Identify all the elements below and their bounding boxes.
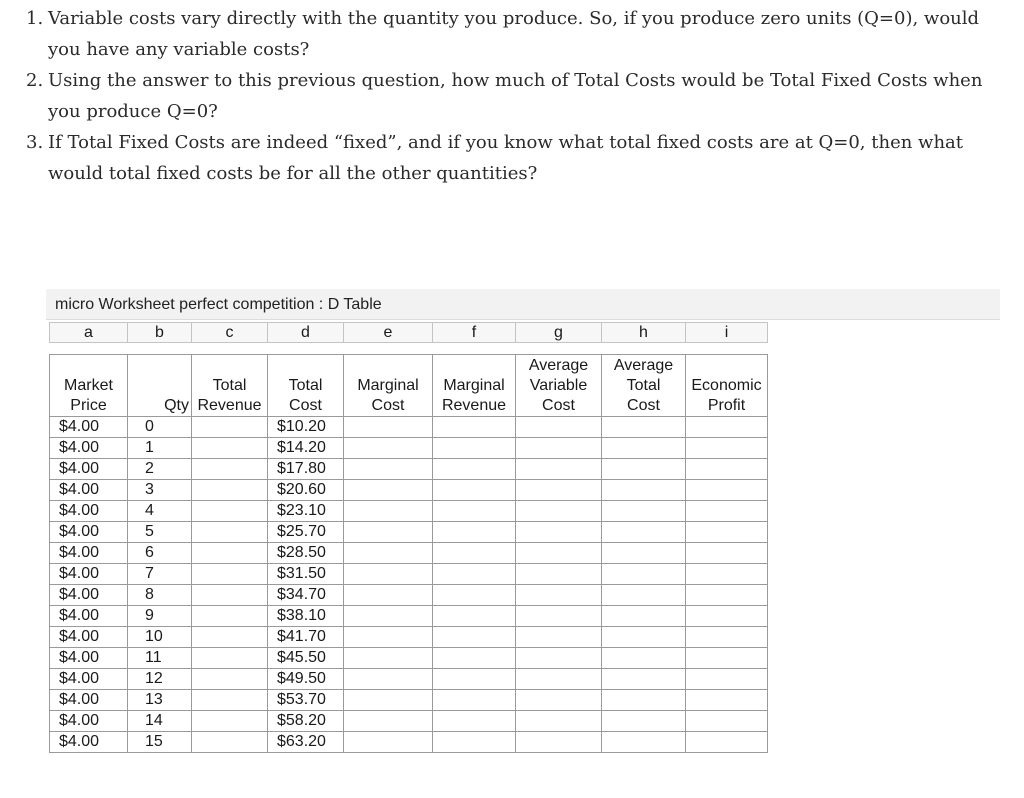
profit-cell[interactable] (686, 585, 768, 606)
avc-cell[interactable] (516, 669, 602, 690)
atc-cell[interactable] (602, 648, 686, 669)
price-cell[interactable]: $4.00 (50, 711, 128, 732)
profit-cell[interactable] (686, 564, 768, 585)
question-number: 2. (26, 70, 44, 91)
marginal-revenue-cell[interactable] (433, 585, 516, 606)
avc-cell[interactable] (516, 522, 602, 543)
avc-cell[interactable] (516, 690, 602, 711)
table-row (50, 417, 768, 438)
column-letter-d[interactable]: d (268, 323, 344, 343)
price-cell[interactable]: $4.00 (50, 648, 128, 669)
profit-cell[interactable] (686, 732, 768, 753)
marginal-revenue-cell[interactable] (433, 711, 516, 732)
price-cell[interactable]: $4.00 (50, 438, 128, 459)
marginal-cost-cell[interactable] (344, 543, 433, 564)
table-row (50, 459, 768, 480)
header-text: Total (626, 377, 661, 394)
header-cell[interactable] (344, 355, 433, 417)
marginal-revenue-cell[interactable] (433, 648, 516, 669)
avc-cell[interactable] (516, 564, 602, 585)
atc-cell[interactable] (602, 711, 686, 732)
total-revenue-cell[interactable] (192, 501, 268, 522)
profit-cell[interactable] (686, 543, 768, 564)
header-text: Cost (289, 397, 322, 414)
atc-cell[interactable] (602, 606, 686, 627)
avc-cell[interactable] (516, 417, 602, 438)
atc-cell[interactable] (602, 732, 686, 753)
avc-cell[interactable] (516, 606, 602, 627)
total-cost-cell[interactable]: $49.50 (268, 669, 344, 690)
atc-cell[interactable] (602, 690, 686, 711)
price-cell[interactable]: $4.00 (50, 522, 128, 543)
table-row (50, 648, 768, 669)
marginal-cost-cell[interactable] (344, 480, 433, 501)
worksheet-table (49, 322, 768, 753)
header-text: Price (70, 397, 107, 414)
price-cell[interactable]: $4.00 (50, 606, 128, 627)
header-cell[interactable] (50, 355, 128, 417)
avc-cell[interactable] (516, 501, 602, 522)
qty-cell[interactable]: 0 (128, 417, 192, 438)
qty-cell[interactable]: 4 (128, 501, 192, 522)
spacer-cell (50, 343, 128, 355)
profit-cell[interactable] (686, 438, 768, 459)
column-letter-f[interactable]: f (433, 323, 516, 343)
total-cost-cell[interactable]: $58.20 (268, 711, 344, 732)
question-list (26, 3, 1006, 189)
marginal-revenue-cell[interactable] (433, 543, 516, 564)
profit-cell[interactable] (686, 480, 768, 501)
atc-cell[interactable] (602, 480, 686, 501)
header-text: Total (212, 377, 247, 394)
profit-cell[interactable] (686, 606, 768, 627)
table-row (50, 585, 768, 606)
qty-cell[interactable]: 8 (128, 585, 192, 606)
qty-cell[interactable]: 6 (128, 543, 192, 564)
spacer-row (50, 343, 768, 355)
total-revenue-cell[interactable] (192, 606, 268, 627)
column-letter-c[interactable]: c (192, 323, 268, 343)
marginal-cost-cell[interactable] (344, 522, 433, 543)
total-revenue-cell[interactable] (192, 543, 268, 564)
marginal-cost-cell[interactable] (344, 606, 433, 627)
total-cost-cell[interactable]: $20.60 (268, 480, 344, 501)
price-cell[interactable]: $4.00 (50, 501, 128, 522)
avc-cell[interactable] (516, 480, 602, 501)
total-cost-cell[interactable]: $53.70 (268, 690, 344, 711)
marginal-cost-cell[interactable] (344, 732, 433, 753)
total-revenue-cell[interactable] (192, 711, 268, 732)
total-revenue-cell[interactable] (192, 459, 268, 480)
profit-cell[interactable] (686, 690, 768, 711)
table-row (50, 690, 768, 711)
total-cost-cell[interactable]: $23.10 (268, 501, 344, 522)
avc-cell[interactable] (516, 627, 602, 648)
total-cost-cell[interactable]: $10.20 (268, 417, 344, 438)
atc-cell[interactable] (602, 438, 686, 459)
table-row (50, 438, 768, 459)
price-cell[interactable]: $4.00 (50, 690, 128, 711)
total-revenue-cell[interactable] (192, 669, 268, 690)
marginal-revenue-cell[interactable] (433, 669, 516, 690)
table-row (50, 501, 768, 522)
qty-cell[interactable]: 12 (128, 669, 192, 690)
table-row (50, 627, 768, 648)
avc-cell[interactable] (516, 585, 602, 606)
question-number: 1. (26, 8, 44, 29)
header-cell[interactable] (433, 355, 516, 417)
marginal-revenue-cell[interactable] (433, 690, 516, 711)
qty-cell[interactable]: 10 (128, 627, 192, 648)
marginal-revenue-cell[interactable] (433, 522, 516, 543)
total-revenue-cell[interactable] (192, 627, 268, 648)
table-row (50, 480, 768, 501)
atc-cell[interactable] (602, 543, 686, 564)
total-revenue-cell[interactable] (192, 417, 268, 438)
qty-cell[interactable]: 15 (128, 732, 192, 753)
price-cell[interactable]: $4.00 (50, 480, 128, 501)
total-cost-cell[interactable]: $38.10 (268, 606, 344, 627)
header-cell[interactable] (268, 355, 344, 417)
column-letter-i[interactable]: i (686, 323, 768, 343)
marginal-cost-cell[interactable] (344, 690, 433, 711)
total-revenue-cell[interactable] (192, 480, 268, 501)
qty-cell[interactable]: 5 (128, 522, 192, 543)
total-revenue-cell[interactable] (192, 438, 268, 459)
profit-cell[interactable] (686, 459, 768, 480)
table-row (50, 564, 768, 585)
header-text: Marginal (357, 377, 419, 394)
spacer-cell (433, 343, 516, 355)
header-text: Total (288, 377, 323, 394)
header-cell[interactable] (602, 355, 686, 417)
column-letter-a[interactable]: a (50, 323, 128, 343)
qty-cell[interactable]: 9 (128, 606, 192, 627)
header-text: Market (64, 377, 113, 394)
table-row (50, 711, 768, 732)
total-cost-cell[interactable]: $63.20 (268, 732, 344, 753)
avc-cell[interactable] (516, 438, 602, 459)
header-text: Cost (627, 397, 660, 414)
marginal-revenue-cell[interactable] (433, 606, 516, 627)
header-text: Economic (691, 377, 762, 394)
marginal-cost-cell[interactable] (344, 564, 433, 585)
price-cell[interactable]: $4.00 (50, 732, 128, 753)
atc-cell[interactable] (602, 585, 686, 606)
qty-cell[interactable]: 14 (128, 711, 192, 732)
marginal-revenue-cell[interactable] (433, 438, 516, 459)
total-cost-cell[interactable]: $25.70 (268, 522, 344, 543)
spacer-cell (344, 343, 433, 355)
total-revenue-cell[interactable] (192, 732, 268, 753)
atc-cell[interactable] (602, 627, 686, 648)
header-cell[interactable] (192, 355, 268, 417)
price-cell[interactable]: $4.00 (50, 564, 128, 585)
table-row (50, 669, 768, 690)
marginal-revenue-cell[interactable] (433, 459, 516, 480)
atc-cell[interactable] (602, 522, 686, 543)
avc-cell[interactable] (516, 648, 602, 669)
total-cost-cell[interactable]: $17.80 (268, 459, 344, 480)
avc-cell[interactable] (516, 459, 602, 480)
marginal-revenue-cell[interactable] (433, 627, 516, 648)
header-text: Average (528, 357, 589, 374)
total-cost-cell[interactable]: $41.70 (268, 627, 344, 648)
question-number: 3. (26, 132, 44, 153)
column-letter-row (50, 323, 768, 343)
marginal-cost-cell[interactable] (344, 459, 433, 480)
question-text: Using the answer to this previous question, how much of Total Costs would be Total Fixed Costs when you produce Q=0? (48, 70, 983, 122)
spacer-cell (602, 343, 686, 355)
profit-cell[interactable] (686, 501, 768, 522)
profit-cell[interactable] (686, 648, 768, 669)
total-revenue-cell[interactable] (192, 522, 268, 543)
header-text: Revenue (441, 397, 507, 414)
header-text: Average (613, 357, 674, 374)
atc-cell[interactable] (602, 417, 686, 438)
atc-cell[interactable] (602, 564, 686, 585)
avc-cell[interactable] (516, 732, 602, 753)
marginal-cost-cell[interactable] (344, 669, 433, 690)
price-cell[interactable]: $4.00 (50, 585, 128, 606)
sheet-title: micro Worksheet perfect competition : D Table (46, 289, 1000, 320)
total-cost-cell[interactable]: $34.70 (268, 585, 344, 606)
spacer-cell (268, 343, 344, 355)
price-cell[interactable]: $4.00 (50, 459, 128, 480)
qty-cell[interactable]: 2 (128, 459, 192, 480)
price-cell[interactable]: $4.00 (50, 627, 128, 648)
qty-cell[interactable]: 11 (128, 648, 192, 669)
header-text: Marginal (443, 377, 505, 394)
question-3 (26, 127, 1006, 189)
table-row (50, 732, 768, 753)
profit-cell[interactable] (686, 711, 768, 732)
marginal-cost-cell[interactable] (344, 501, 433, 522)
marginal-revenue-cell[interactable] (433, 501, 516, 522)
atc-cell[interactable] (602, 501, 686, 522)
header-text: Cost (542, 397, 575, 414)
spacer-cell (192, 343, 268, 355)
question-1 (26, 3, 1006, 65)
question-text: Variable costs vary directly with the quantity you produce. So, if you produce zero units (Q=0), would you have any variable costs? (48, 8, 980, 60)
marginal-revenue-cell[interactable] (433, 480, 516, 501)
spacer-cell (686, 343, 768, 355)
avc-cell[interactable] (516, 711, 602, 732)
total-revenue-cell[interactable] (192, 585, 268, 606)
column-letter-g[interactable]: g (516, 323, 602, 343)
atc-cell[interactable] (602, 459, 686, 480)
qty-cell[interactable]: 1 (128, 438, 192, 459)
question-text: If Total Fixed Costs are indeed “fixed”, and if you know what total fixed costs are at Q=0, then what would total fixed costs be for all the other quantities? (48, 132, 964, 184)
total-cost-cell[interactable]: $31.50 (268, 564, 344, 585)
marginal-revenue-cell[interactable] (433, 732, 516, 753)
marginal-cost-cell[interactable] (344, 648, 433, 669)
qty-cell[interactable]: 3 (128, 480, 192, 501)
marginal-cost-cell[interactable] (344, 417, 433, 438)
column-letter-h[interactable]: h (602, 323, 686, 343)
price-cell[interactable]: $4.00 (50, 417, 128, 438)
qty-cell[interactable]: 13 (128, 690, 192, 711)
price-cell[interactable]: $4.00 (50, 543, 128, 564)
question-2 (26, 65, 1006, 127)
header-text: Variable (529, 377, 588, 394)
marginal-cost-cell[interactable] (344, 711, 433, 732)
header-text: Qty (164, 397, 189, 414)
total-cost-cell[interactable]: $28.50 (268, 543, 344, 564)
table-row (50, 543, 768, 564)
total-cost-cell[interactable]: $14.20 (268, 438, 344, 459)
column-letter-e[interactable]: e (344, 323, 433, 343)
table-row (50, 522, 768, 543)
marginal-cost-cell[interactable] (344, 438, 433, 459)
qty-cell[interactable]: 7 (128, 564, 192, 585)
marginal-cost-cell[interactable] (344, 585, 433, 606)
total-revenue-cell[interactable] (192, 564, 268, 585)
header-text: Profit (707, 397, 746, 414)
header-text: Cost (371, 397, 405, 414)
profit-cell[interactable] (686, 627, 768, 648)
header-text: Revenue (197, 397, 262, 414)
total-revenue-cell[interactable] (192, 690, 268, 711)
total-revenue-cell[interactable] (192, 648, 268, 669)
spacer-cell (516, 343, 602, 355)
marginal-revenue-cell[interactable] (433, 564, 516, 585)
marginal-cost-cell[interactable] (344, 627, 433, 648)
spacer-cell (128, 343, 192, 355)
header-cell[interactable] (516, 355, 602, 417)
atc-cell[interactable] (602, 669, 686, 690)
header-cell[interactable] (686, 355, 768, 417)
header-cell[interactable] (128, 355, 192, 417)
header-row (50, 355, 768, 417)
avc-cell[interactable] (516, 543, 602, 564)
table-row (50, 606, 768, 627)
marginal-revenue-cell[interactable] (433, 417, 516, 438)
profit-cell[interactable] (686, 669, 768, 690)
profit-cell[interactable] (686, 417, 768, 438)
price-cell[interactable]: $4.00 (50, 669, 128, 690)
column-letter-b[interactable]: b (128, 323, 192, 343)
profit-cell[interactable] (686, 522, 768, 543)
total-cost-cell[interactable]: $45.50 (268, 648, 344, 669)
